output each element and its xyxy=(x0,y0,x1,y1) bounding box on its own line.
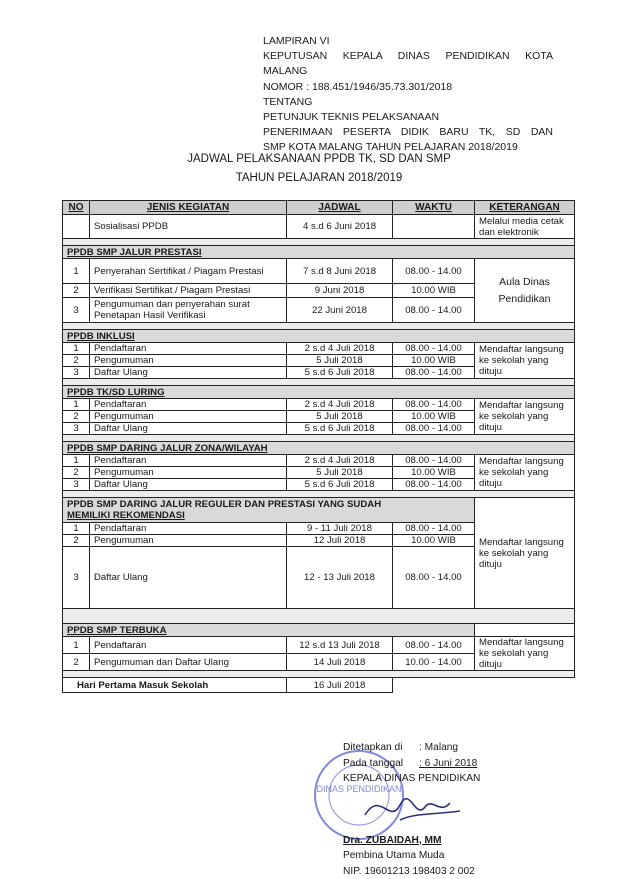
row-hari-pertama xyxy=(63,678,575,693)
table-spacer xyxy=(63,323,575,330)
cell-keterangan: Mendaftar langsung ke sekolah yang dituju xyxy=(475,343,575,379)
table-row: 2 Pengumuman dan Daftar Ulang 14 Juli 2018 10.00 - 14.00 xyxy=(63,654,575,671)
stamp-text: DINAS PENDIDIKAN xyxy=(316,784,401,794)
date-value: : 6 Juni 2018 xyxy=(419,758,477,769)
section-row-inklusi xyxy=(63,330,575,343)
section-title: PPDB SMP DARING JALUR REGULER DAN PRESTASI YANG SUDAH MEMILIKI REKOMENDASI xyxy=(63,498,475,523)
section-row-reguler xyxy=(63,498,575,523)
table-spacer xyxy=(63,379,575,386)
section-title: PPDB INKLUSI xyxy=(63,330,575,343)
table-header-row xyxy=(63,201,575,215)
table-row: 3 Daftar Ulang 12 - 13 Juli 2018 08.00 - 14.00 xyxy=(63,547,575,609)
document-subtitle: TAHUN PELAJARAN 2018/2019 xyxy=(0,170,638,187)
table-row: 1 Pendaftaran 2 s.d 4 Juli 2018 08.00 - 14.00 Mendaftar langsung ke sekolah yang dituju xyxy=(63,455,575,467)
cell-hari-pertama-label: Hari Pertama Masuk Sekolah xyxy=(63,678,287,693)
table-row: 2 Pengumuman 5 Juli 2018 10.00 WIB xyxy=(63,411,575,423)
section-title: PPDB SMP JALUR PRESTASI xyxy=(63,246,575,259)
header-line-lampiran: LAMPIRAN VI xyxy=(263,34,553,49)
signatory-name: Dra. ZUBAIDAH, MM xyxy=(343,833,543,849)
cell-waktu xyxy=(393,215,475,239)
cell-keterangan: Mendaftar langsung ke sekolah yang dituju xyxy=(475,498,575,609)
schedule-table xyxy=(62,200,575,693)
table-row: 2 Verifikasi Sertifikat / Piagam Prestasi 9 Juni 2018 10.00 WIB xyxy=(63,284,575,298)
header-line-nomor: NOMOR : 188.451/1946/35.73.301/2018 xyxy=(263,80,553,95)
table-row: 1 Pendaftaran 9 - 11 Juli 2018 08.00 - 14.00 xyxy=(63,523,575,535)
section-title: PPDB SMP TERBUKA xyxy=(63,624,475,637)
signatory-rank: Pembina Utama Muda xyxy=(343,848,543,864)
table-row: 3 Pengumuman dan penyerahan surat Penetapan Hasil Verifikasi 22 Juni 2018 08.00 - 14.00 xyxy=(63,298,575,323)
table-row: 1 Pendaftaran 2 s.d 4 Juli 2018 08.00 - 14.00 Mendaftar langsung ke sekolah yang dituju xyxy=(63,343,575,355)
table-row: 1 Penyerahan Sertifikat / Piagam Prestasi 7 s.d 8 Juni 2018 08.00 - 14.00 Aula Dinas Pendidikan xyxy=(63,259,575,284)
table-row xyxy=(63,215,575,239)
table-row: 3 Daftar Ulang 5 s.d 6 Juli 2018 08.00 - 14.00 xyxy=(63,479,575,491)
table-spacer xyxy=(63,239,575,246)
table-row: 2 Pengumuman 12 Juli 2018 10.00 WIB xyxy=(63,535,575,547)
place-value: : Malang xyxy=(419,742,458,753)
table-row: 3 Daftar Ulang 5 s.d 6 Juli 2018 08.00 - 14.00 xyxy=(63,423,575,435)
col-header-no: NO xyxy=(63,201,90,215)
table-row: 2 Pengumuman 5 Juli 2018 10.00 WIB xyxy=(63,355,575,367)
section-row-zona xyxy=(63,442,575,455)
cell-hari-pertama-jadwal: 16 Juli 2018 xyxy=(287,678,393,693)
table-spacer xyxy=(63,671,575,678)
signatory-nip: NIP. 19601213 198403 2 002 xyxy=(343,864,543,879)
cell-kegiatan: Sosialisasi PPDB xyxy=(90,215,287,239)
section-title: PPDB SMP DARING JALUR ZONA/WILAYAH xyxy=(63,442,575,455)
header-line-petunjuk: PETUNJUK TEKNIS PELAKSANAAN xyxy=(263,110,553,125)
header-line-tentang: TENTANG xyxy=(263,95,553,110)
table-row: 3 Daftar Ulang 5 s.d 6 Juli 2018 08.00 - 14.00 xyxy=(63,367,575,379)
table-spacer xyxy=(63,491,575,498)
section-row-tksd xyxy=(63,386,575,399)
office-title: KEPALA DINAS PENDIDIKAN xyxy=(343,771,543,787)
document-title: JADWAL PELAKSANAAN PPDB TK, SD DAN SMP xyxy=(0,151,638,168)
cell-keterangan: Aula Dinas Pendidikan xyxy=(475,259,575,323)
section-row-terbuka xyxy=(63,624,575,637)
document-header xyxy=(263,34,553,156)
place-label: Ditetapkan di xyxy=(343,740,419,756)
signature-block xyxy=(343,740,543,879)
header-line-smp: SMP KOTA MALANG TAHUN PELAJARAN 2018/2019 xyxy=(263,140,553,155)
table-row: 2 Pengumuman 5 Juli 2018 10.00 WIB xyxy=(63,467,575,479)
table-spacer xyxy=(63,609,575,624)
cell-keterangan: Melalui media cetak dan elektronik xyxy=(475,215,575,239)
cell-jadwal: 4 s.d 6 Juni 2018 xyxy=(287,215,393,239)
table-row: 1 Pendaftaran 12 s.d 13 Juli 2018 08.00 - 14.00 Mendaftar langsung ke sekolah yang dituju xyxy=(63,637,575,654)
section-title: PPDB TK/SD LURING xyxy=(63,386,575,399)
header-line-penerimaan: PENERIMAAN PESERTA DIDIK BARU TK, SD DAN xyxy=(263,125,553,140)
col-header-kegiatan: JENIS KEGIATAN xyxy=(90,201,287,215)
cell-keterangan: Mendaftar langsung ke sekolah yang dituju xyxy=(475,455,575,491)
col-header-jadwal: JADWAL xyxy=(287,201,393,215)
date-label: Pada tanggal xyxy=(343,756,419,772)
cell-keterangan: Mendaftar langsung ke sekolah yang dituju xyxy=(475,637,575,671)
table-row: 1 Pendaftaran 2 s.d 4 Juli 2018 08.00 - 14.00 Mendaftar langsung ke sekolah yang dituju xyxy=(63,399,575,411)
col-header-waktu: WAKTU xyxy=(393,201,475,215)
section-row-prestasi xyxy=(63,246,575,259)
table-spacer xyxy=(63,435,575,442)
col-header-keterangan: KETERANGAN xyxy=(475,201,575,215)
cell-keterangan: Mendaftar langsung ke sekolah yang dituju xyxy=(475,399,575,435)
header-line-malang: MALANG xyxy=(263,64,553,79)
header-line-keputusan: KEPUTUSAN KEPALA DINAS PENDIDIKAN KOTA xyxy=(263,49,553,64)
